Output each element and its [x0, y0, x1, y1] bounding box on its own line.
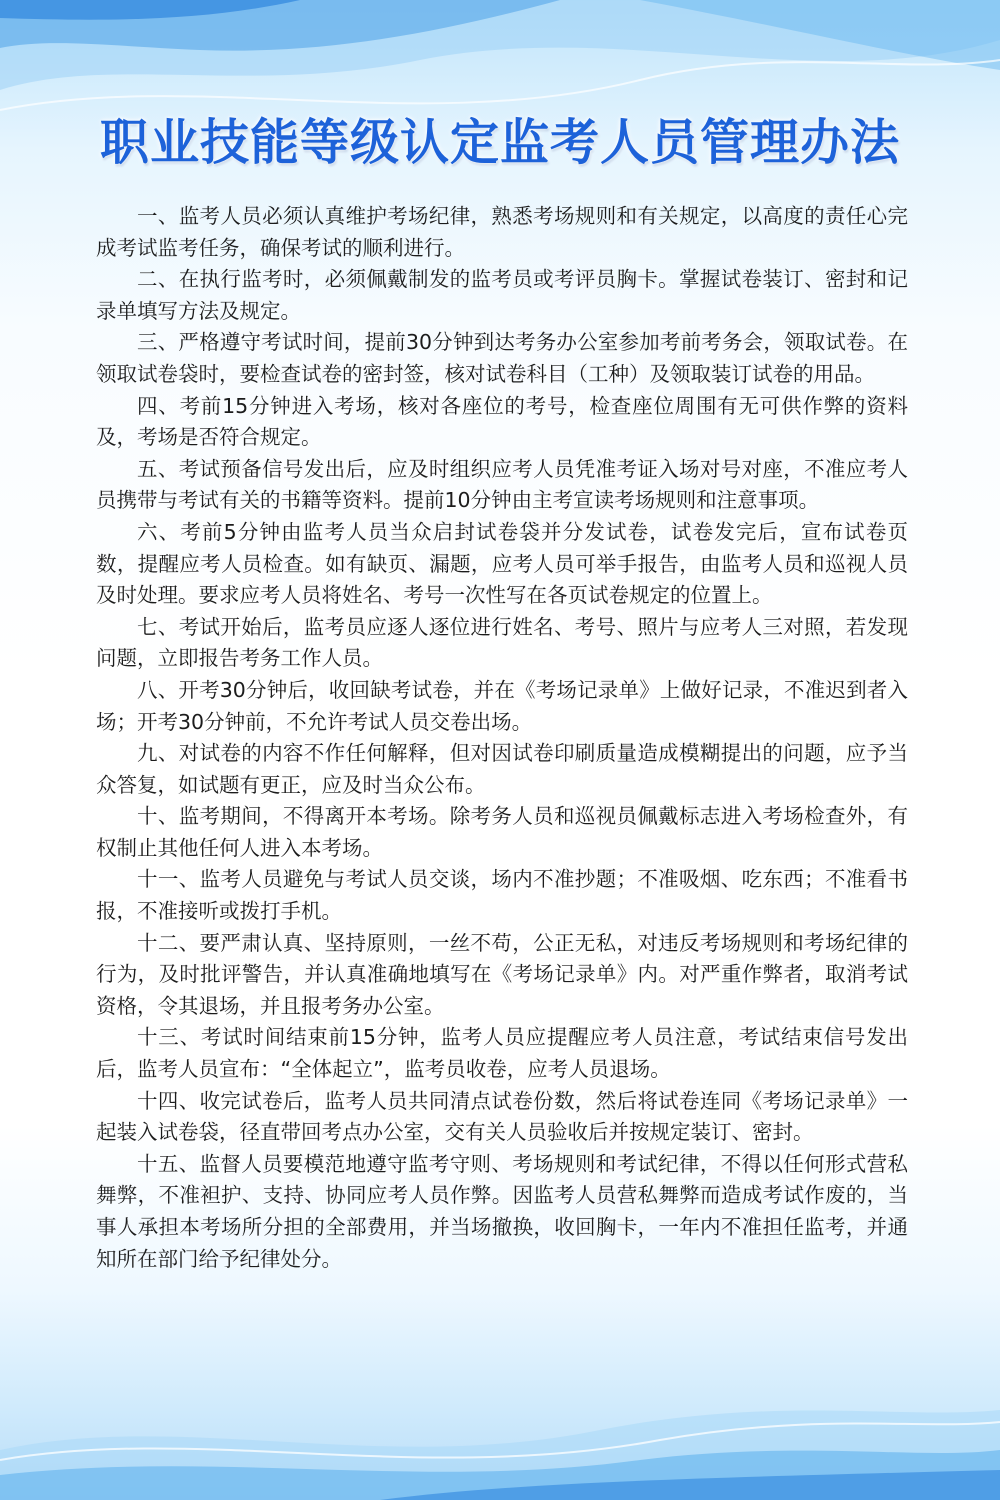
rule-paragraph-8: 八、开考30分钟后，收回缺考试卷，并在《考场记录单》上做好记录，不准迟到者入场；开考30分钟前，不允许考试人员交卷出场。: [96, 677, 908, 734]
rule-paragraph-10: 十、监考期间，不得离开本考场。除考务人员和巡视员佩戴标志进入考场检查外，有权制止其他任何人进入本考场。: [96, 804, 908, 860]
poster-title: 职业技能等级认定监考人员管理办法: [99, 114, 900, 171]
rule-paragraph-6: 六、考前5分钟由监考人员当众启封试卷袋并分发试卷，试卷发完后，宣布试卷页数，提醒应考人员检查。如有缺页、漏题，应考人员可举手报告，由监考人员和巡视人员及时处理。要求应考人员将姓名、考号一次性写在各页试卷规定的位置上。: [96, 519, 908, 608]
rule-paragraph-4: 四、考前15分钟进入考场，核对各座位的考号，检查座位周围有无可供作弊的资料及，考场是否符合规定。: [96, 393, 908, 450]
rule-paragraph-12: 十二、要严肃认真、坚持原则，一丝不苟，公正无私，对违反考场规则和考场纪律的行为，及时批评警告，并认真准确地填写在《考场记录单》内。对严重作弊者，取消考试资格，令其退场，并且报考务办公室。: [96, 930, 908, 1018]
rule-paragraph-2: 二、在执行监考时，必须佩戴制发的监考员或考评员胸卡。掌握试卷装订、密封和记录单填写方法及规定。: [96, 267, 908, 323]
rule-paragraph-13: 十三、考试时间结束前15分钟，监考人员应提醒应考人员注意，考试结束信号发出后，监考人员宣布：“全体起立”，监考员收卷，应考人员退场。: [96, 1025, 908, 1082]
rule-paragraph-15: 十五、监督人员要模范地遵守监考守则、考场规则和考试纪律，不得以任何形式营私舞弊，不准袒护、支持、协同应考人员作弊。因监考人员营私舞弊而造成考试作废的，当事人承担本考场所分担的全部费用，并当场撤换，收回胸卡，一年内不准担任监考，并通知所在部门给予纪律处分。: [96, 1151, 908, 1271]
rules-content: [96, 201, 908, 1275]
rule-paragraph-3: 三、严格遵守考试时间，提前30分钟到达考务办公室参加考前考务会，领取试卷。在领取试卷袋时，要检查试卷的密封签，核对试卷科目（工种）及领取装订试卷的用品。: [96, 330, 908, 386]
rule-paragraph-1: 一、监考人员必须认真维护考场纪律，熟悉考场规则和有关规定，以高度的责任心完成考试监考任务，确保考试的顺利进行。: [96, 204, 908, 260]
bottom-wave-decoration: [0, 1300, 1000, 1500]
rule-paragraph-7: 七、考试开始后，监考员应逐人逐位进行姓名、考号、照片与应考人三对照，若发现问题，立即报告考务工作人员。: [96, 614, 908, 671]
rule-paragraph-5: 五、考试预备信号发出后，应及时组织应考人员凭准考证入场对号对座，不准应考人员携带与考试有关的书籍等资料。提前10分钟由主考宣读考场规则和注意事项。: [96, 456, 908, 513]
rule-paragraph-14: 十四、收完试卷后，监考人员共同清点试卷份数，然后将试卷连同《考场记录单》一起装入试卷袋，径直带回考点办公室，交有关人员验收后并按规定装订、密封。: [96, 1088, 908, 1145]
rule-paragraph-9: 九、对试卷的内容不作任何解释，但对因试卷印刷质量造成模糊提出的问题，应予当众答复，如试题有更正，应及时当众公布。: [96, 741, 908, 797]
rule-paragraph-11: 十一、监考人员避免与考试人员交谈，场内不准抄题；不准吸烟、吃东西；不准看书报，不准接听或拨打手机。: [96, 867, 908, 924]
